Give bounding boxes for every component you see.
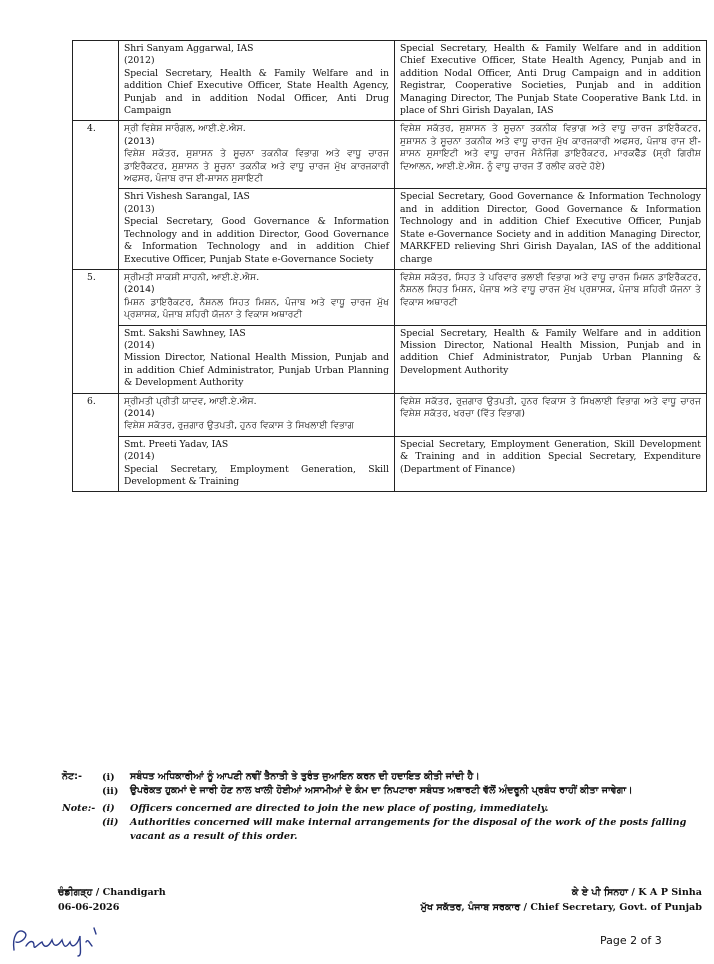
officer-current-post: ਵਿਸ਼ੇਸ਼ ਸਕੱਤਰ, ਸੁਸ਼ਾਸਨ ਤੇ ਸੂਚਨਾ ਤਕਨੀਕ ਵਿਭਾਗ ਅਤੇ ਵਾਧੂ ਚਾਰਜ ਡਾਇਰੈਕਟਰ, ਸੁਸ਼ਾਸਨ ਤੇ ਸੂਚਨਾ ਤਕਨੀਕ ਅਤੇ ਵਾਧੂ ਚਾਰਜ ਮੁੱਖ ਕਾਰਜਕਾਰੀ ਅਫਸਰ, ਪੰਜਾਬ ਰਾਜ ਈ-ਸ਼ਾਸਨ ਸੁਸਾਇਟੀ — [124, 148, 389, 185]
officer-batch: (2013) — [124, 135, 155, 147]
new-posting-en: Special Secretary, Good Governance & Information Technology and in addition Director, Good Governance & Information Technology and in addition Chief Executive Officer, Punjab State e-Governance Society and in addition Managing Director, MARKFED relieving Shri Girish Dayalan, IAS of the additional charge — [395, 189, 707, 269]
officer-current-post: Special Secretary, Health & Family Welfare and in addition Chief Executive Officer, State Health Agency, Punjab and in addition Nodal Officer, Anti Drug Campaign — [124, 67, 389, 117]
officer-current-post-pa — [119, 121, 395, 189]
handwritten-initials-signature — [8, 922, 128, 958]
order-date: 06-06-2026 — [58, 902, 120, 913]
officer-current-post-en — [119, 189, 395, 269]
serial-number: 5. — [73, 269, 119, 393]
note-index: (i) — [102, 772, 115, 783]
table-row — [73, 41, 707, 121]
table-row — [73, 121, 707, 189]
note-index: (ii) — [102, 786, 119, 797]
officer-batch: (2014) — [124, 284, 155, 296]
officer-current-post-pa — [119, 269, 395, 325]
note-text-pa: ਉਪਰੋਕਤ ਹੁਕਮਾਂ ਦੇ ਜਾਰੀ ਹੋਣ ਨਾਲ ਖਾਲੀ ਹੋਈਆਂ ਅਸਾਮੀਆਂ ਦੇ ਕੰਮ ਦਾ ਨਿਪਟਾਰਾ ਸਬੰਧਤ ਅਥਾਰਟੀ ਵੱਲੋਂ ਅੰਦਰੂਨੀ ਪ੍ਰਬੰਧ ਰਾਹੀਂ ਕੀਤਾ ਜਾਵੇਗਾ। — [130, 785, 633, 796]
officer-name: ਸ੍ਰੀ ਵਿਸ਼ੇਸ਼ ਸਾਰੰਗਲ, ਆਈ.ਏ.ਐਸ. — [124, 123, 246, 135]
note-item — [62, 816, 702, 844]
notes-section — [62, 771, 702, 844]
note-label-en: Note:- — [62, 803, 96, 814]
officer-name: ਸ੍ਰੀਮਤੀ ਸਾਕਸ਼ੀ ਸਾਹਨੀ, ਆਈ.ਏ.ਐਸ. — [124, 271, 260, 283]
place: ਚੰਡੀਗੜ੍ਹ / Chandigarh — [58, 887, 166, 898]
officer-current-post-en — [119, 436, 395, 492]
table-row — [73, 189, 707, 269]
note-label-pa: ਨੋਟ:- — [62, 771, 82, 782]
note-item — [62, 802, 702, 816]
table-row — [73, 436, 707, 492]
note-text-en: Officers concerned are directed to join the new place of posting, immediately. — [130, 803, 549, 814]
posting-orders-table — [72, 40, 707, 492]
officer-current-post-pa — [119, 393, 395, 436]
note-item — [62, 785, 702, 799]
officer-batch: (2014) — [124, 339, 155, 351]
serial-number — [73, 41, 119, 121]
officer-current-post: ਮਿਸ਼ਨ ਡਾਇਰੈਕਟਰ, ਨੈਸ਼ਨਲ ਸਿਹਤ ਮਿਸ਼ਨ, ਪੰਜਾਬ ਅਤੇ ਵਾਧੂ ਚਾਰਜ ਮੁੱਖ ਪ੍ਰਸ਼ਾਸਕ, ਪੰਜਾਬ ਸ਼ਹਿਰੀ ਯੋਜਨਾ ਤੇ ਵਿਕਾਸ ਅਥਾਰਟੀ — [124, 296, 389, 321]
officer-current-post: Special Secretary, Employment Generation, Skill Development & Training — [124, 463, 389, 487]
new-posting-en: Special Secretary, Employment Generation, Skill Development & Training and in addition Special Secretary, Expenditure (Department of Finance) — [395, 436, 707, 492]
new-posting-pa: ਵਿਸ਼ੇਸ਼ ਸਕੱਤਰ, ਰੁਜ਼ਗਾਰ ਉਤਪਤੀ, ਹੁਨਰ ਵਿਕਾਸ ਤੇ ਸਿਖਲਾਈ ਵਿਭਾਗ ਅਤੇ ਵਾਧੂ ਚਾਰਜ ਵਿਸ਼ੇਸ਼ ਸਕੱਤਰ, ਖਰਚਾ (ਵਿੱਤ ਵਿਭਾਗ) — [395, 393, 707, 436]
officer-current-post-en — [119, 325, 395, 393]
note-text-en: Authorities concerned will make internal arrangements for the disposal of the work of the posts falling vacant as a result of this order. — [130, 817, 687, 842]
officer-current-post-en — [119, 41, 395, 121]
officer-current-post: Special Secretary, Good Governance & Information Technology and in addition Director, Good Governance & Information Technology and in addition Chief Executive Officer, Punjab State e-Governance Society — [124, 216, 389, 265]
page-number: Page 2 of 3 — [600, 934, 662, 947]
officer-current-post: Mission Director, National Health Mission, Punjab and in addition Chief Administrator, Punjab Urban Planning & Development Authority — [124, 352, 389, 389]
officer-name: Shri Vishesh Sarangal, IAS — [124, 191, 250, 203]
place-and-date — [58, 885, 166, 915]
officer-batch: (2013) — [124, 203, 155, 215]
note-item — [62, 771, 702, 785]
officer-name: Smt. Preeti Yadav, IAS — [124, 438, 229, 450]
officer-name: Smt. Sakshi Sawhney, IAS — [124, 327, 246, 339]
new-posting-pa: ਵਿਸ਼ੇਸ਼ ਸਕੱਤਰ, ਸਿਹਤ ਤੇ ਪਰਿਵਾਰ ਭਲਾਈ ਵਿਭਾਗ ਅਤੇ ਵਾਧੂ ਚਾਰਜ ਮਿਸ਼ਨ ਡਾਇਰੈਕਟਰ, ਨੈਸ਼ਨਲ ਸਿਹਤ ਮਿਸ਼ਨ, ਪੰਜਾਬ ਅਤੇ ਵਾਧੂ ਚਾਰਜ ਮੁੱਖ ਪ੍ਰਸ਼ਾਸਕ, ਪੰਜਾਬ ਸ਼ਹਿਰੀ ਯੋਜਨਾ ਤੇ ਵਿਕਾਸ ਅਥਾਰਟੀ — [395, 269, 707, 325]
new-posting-en: Special Secretary, Health & Family Welfare and in addition Chief Executive Officer, State Health Agency, Punjab and in addition Nodal Officer, Anti Drug Campaign and in addition Registrar, Cooperative Societies, Punjab and in addition Managing Director, The Punjab State Cooperative Bank Ltd. in place of Shri Girish Dayalan, IAS — [395, 41, 707, 121]
new-posting-pa: ਵਿਸ਼ੇਸ਼ ਸਕੱਤਰ, ਸੁਸ਼ਾਸਨ ਤੇ ਸੂਚਨਾ ਤਕਨੀਕ ਵਿਭਾਗ ਅਤੇ ਵਾਧੂ ਚਾਰਜ ਡਾਇਰੈਕਟਰ, ਸੁਸ਼ਾਸਨ ਤੇ ਸੂਚਨਾ ਤਕਨੀਕ ਅਤੇ ਵਾਧੂ ਚਾਰਜ ਮੁੱਖ ਕਾਰਜਕਾਰੀ ਅਫਸਰ, ਪੰਜਾਬ ਰਾਜ ਈ-ਸ਼ਾਸਨ ਸੁਸਾਇਟੀ ਅਤੇ ਵਾਧੂ ਚਾਰਜ ਮੈਨੇਜਿੰਗ ਡਾਇਰੈਕਟਰ, ਮਾਰਕਫੈੱਡ (ਸ੍ਰੀ ਗਿਰੀਸ਼ ਦਿਆਲਨ, ਆਈ.ਏ.ਐਸ. ਨੂੰ ਵਾਧੂ ਚਾਰਜ ਤੋਂ ਰਲੀਵ ਕਰਦੇ ਹੋਏ) — [395, 121, 707, 189]
officer-current-post: ਵਿਸ਼ੇਸ਼ ਸਕੱਤਰ, ਰੁਜ਼ਗਾਰ ਉਤਪਤੀ, ਹੁਨਰ ਵਿਕਾਸ ਤੇ ਸਿਖਲਾਈ ਵਿਭਾਗ — [124, 420, 354, 432]
officer-batch: (2014) — [124, 451, 155, 463]
officer-name: ਸ੍ਰੀਮਤੀ ਪ੍ਰੀਤੀ ਯਾਦਵ, ਆਈ.ਏ.ਐਸ. — [124, 395, 257, 407]
new-posting-en: Special Secretary, Health & Family Welfare and in addition Mission Director, National Health Mission, Punjab and in addition Chief Administrator, Punjab Urban Planning & Development Authority — [395, 325, 707, 393]
table-row — [73, 325, 707, 393]
serial-number: 4. — [73, 121, 119, 269]
table-row — [73, 393, 707, 436]
note-index: (ii) — [102, 817, 119, 828]
officer-batch: (2014) — [124, 407, 155, 419]
officer-batch: (2012) — [124, 55, 155, 67]
table-row — [73, 269, 707, 325]
signatory-block — [302, 885, 702, 915]
officer-name: Shri Sanyam Aggarwal, IAS — [124, 43, 254, 54]
signatory-name: ਕੇ ਏ ਪੀ ਸਿਨਹਾ / K A P Sinha — [571, 887, 702, 898]
signatory-title: ਮੁੱਖ ਸਕੱਤਰ, ਪੰਜਾਬ ਸਰਕਾਰ / Chief Secretary, Govt. of Punjab — [420, 902, 702, 913]
note-index: (i) — [102, 803, 115, 814]
note-text-pa: ਸਬੰਧਤ ਅਧਿਕਾਰੀਆਂ ਨੂੰ ਆਪਣੀ ਨਵੀਂ ਤੈਨਾਤੀ ਤੇ ਤੁਰੰਤ ਜੁਆਇਨ ਕਰਨ ਦੀ ਹਦਾਇਤ ਕੀਤੀ ਜਾਂਦੀ ਹੈ। — [130, 771, 480, 782]
serial-number: 6. — [73, 393, 119, 492]
